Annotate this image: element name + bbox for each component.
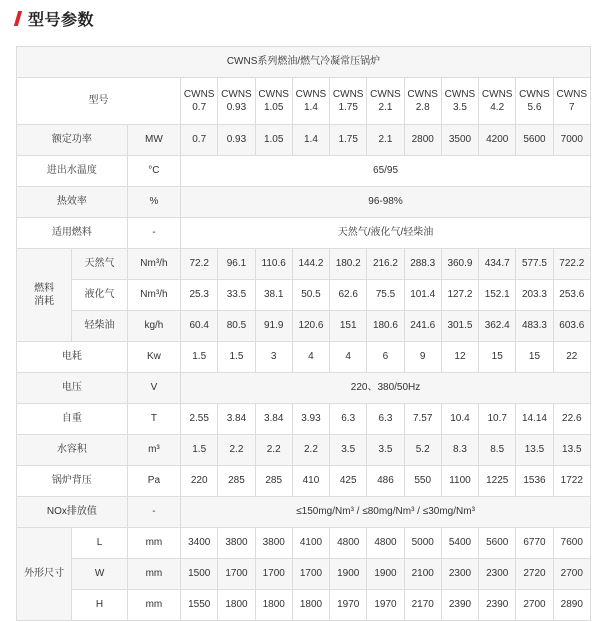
model-cell: CWNS 3.5 (441, 78, 478, 125)
row-label: 电压 (17, 373, 128, 404)
value-cell: 5000 (404, 528, 441, 559)
value-cell: 3.84 (255, 404, 292, 435)
value-cell: 3500 (441, 125, 478, 156)
value-cell: 486 (367, 466, 404, 497)
value-cell: 2300 (441, 559, 478, 590)
volume-row (17, 435, 591, 466)
spec-table-container (16, 46, 591, 621)
value-cell: 2890 (553, 590, 590, 621)
value-cell: 1970 (330, 590, 367, 621)
value-cell: 2700 (516, 590, 553, 621)
value-cell: 6 (367, 342, 404, 373)
row-label: 进出水温度 (17, 156, 128, 187)
value-cell: 127.2 (441, 280, 478, 311)
table-title-row (17, 47, 591, 78)
value-cell: 5400 (441, 528, 478, 559)
value-cell: 722.2 (553, 249, 590, 280)
model-cell: CWNS 2.8 (404, 78, 441, 125)
value-cell: 12 (441, 342, 478, 373)
row-label: W (72, 559, 127, 590)
value-cell: 2700 (553, 559, 590, 590)
value-cell: 4200 (479, 125, 516, 156)
value-cell: 1700 (292, 559, 329, 590)
value-cell: 80.5 (218, 311, 255, 342)
value-cell: 13.5 (553, 435, 590, 466)
value-cell: 5600 (479, 528, 516, 559)
value-cell: 2720 (516, 559, 553, 590)
model-cell: CWNS 7 (553, 78, 590, 125)
row-label: 自重 (17, 404, 128, 435)
value-cell: 1536 (516, 466, 553, 497)
value-cell: 4100 (292, 528, 329, 559)
merged-value-cell: 65/95 (181, 156, 591, 187)
value-cell: 1970 (367, 590, 404, 621)
row-unit: Nm³/h (127, 280, 180, 311)
value-cell: 285 (218, 466, 255, 497)
page-title: 型号参数 (28, 11, 95, 29)
model-cell: CWNS 2.1 (367, 78, 404, 125)
value-cell: 4800 (330, 528, 367, 559)
value-cell: 2170 (404, 590, 441, 621)
nox-row (17, 497, 591, 528)
row-unit: MW (127, 125, 180, 156)
value-cell: 1500 (181, 559, 218, 590)
value-cell: 2100 (404, 559, 441, 590)
row-label: 热效率 (17, 187, 128, 218)
value-cell: 3800 (218, 528, 255, 559)
value-cell: 1900 (330, 559, 367, 590)
row-label: 适用燃料 (17, 218, 128, 249)
value-cell: 7.57 (404, 404, 441, 435)
back-pressure-row (17, 466, 591, 497)
row-unit: mm (127, 528, 180, 559)
value-cell: 3800 (255, 528, 292, 559)
merged-value-cell: 天然气/液化气/轻柴油 (181, 218, 591, 249)
voltage-row (17, 373, 591, 404)
value-cell: 4 (330, 342, 367, 373)
value-cell: 38.1 (255, 280, 292, 311)
value-cell: 2800 (404, 125, 441, 156)
consumption-row-gas (17, 249, 591, 280)
value-cell: 75.5 (367, 280, 404, 311)
model-cell: CWNS 4.2 (479, 78, 516, 125)
merged-value-cell: 96-98% (181, 187, 591, 218)
value-cell: 241.6 (404, 311, 441, 342)
value-cell: 10.4 (441, 404, 478, 435)
value-cell: 1225 (479, 466, 516, 497)
dimension-row-length (17, 528, 591, 559)
value-cell: 4800 (367, 528, 404, 559)
dimension-row-width (17, 559, 591, 590)
model-cell: CWNS 1.75 (330, 78, 367, 125)
model-cell: CWNS 1.05 (255, 78, 292, 125)
value-cell: 301.5 (441, 311, 478, 342)
row-unit: mm (127, 559, 180, 590)
value-cell: 22.6 (553, 404, 590, 435)
value-cell: 7000 (553, 125, 590, 156)
merged-value-cell: 220、380/50Hz (181, 373, 591, 404)
value-cell: 151 (330, 311, 367, 342)
value-cell: 8.3 (441, 435, 478, 466)
value-cell: 15 (516, 342, 553, 373)
section-heading (0, 0, 600, 36)
value-cell: 3 (255, 342, 292, 373)
value-cell: 110.6 (255, 249, 292, 280)
dimensions-group-label: 外形尺寸 (17, 528, 72, 621)
rated-power-row (17, 125, 591, 156)
model-cell: CWNS 0.7 (181, 78, 218, 125)
value-cell: 2.2 (292, 435, 329, 466)
row-label: 水容积 (17, 435, 128, 466)
row-unit: Nm³/h (127, 249, 180, 280)
value-cell: 96.1 (218, 249, 255, 280)
value-cell: 1800 (255, 590, 292, 621)
value-cell: 6.3 (330, 404, 367, 435)
value-cell: 180.6 (367, 311, 404, 342)
row-unit: mm (127, 590, 180, 621)
value-cell: 4 (292, 342, 329, 373)
value-cell: 5.2 (404, 435, 441, 466)
value-cell: 2390 (479, 590, 516, 621)
value-cell: 1.05 (255, 125, 292, 156)
value-cell: 0.93 (218, 125, 255, 156)
consumption-row-diesel (17, 311, 591, 342)
value-cell: 220 (181, 466, 218, 497)
heading-accent-bar (14, 11, 22, 26)
value-cell: 2.55 (181, 404, 218, 435)
value-cell: 91.9 (255, 311, 292, 342)
value-cell: 120.6 (292, 311, 329, 342)
value-cell: 1700 (218, 559, 255, 590)
value-cell: 13.5 (516, 435, 553, 466)
value-cell: 1800 (292, 590, 329, 621)
row-unit: °C (127, 156, 180, 187)
value-cell: 1700 (255, 559, 292, 590)
model-cell: CWNS 0.93 (218, 78, 255, 125)
value-cell: 410 (292, 466, 329, 497)
row-label: NOx排放值 (17, 497, 128, 528)
value-cell: 2.2 (218, 435, 255, 466)
value-cell: 60.4 (181, 311, 218, 342)
value-cell: 33.5 (218, 280, 255, 311)
value-cell: 2300 (479, 559, 516, 590)
row-unit: Pa (127, 466, 180, 497)
value-cell: 7600 (553, 528, 590, 559)
model-cell: CWNS 5.6 (516, 78, 553, 125)
value-cell: 203.3 (516, 280, 553, 311)
value-cell: 22 (553, 342, 590, 373)
value-cell: 62.6 (330, 280, 367, 311)
row-label: 液化气 (72, 280, 127, 311)
row-unit: kg/h (127, 311, 180, 342)
value-cell: 101.4 (404, 280, 441, 311)
value-cell: 2390 (441, 590, 478, 621)
value-cell: 1.75 (330, 125, 367, 156)
value-cell: 9 (404, 342, 441, 373)
value-cell: 10.7 (479, 404, 516, 435)
row-label: 轻柴油 (72, 311, 127, 342)
value-cell: 25.3 (181, 280, 218, 311)
value-cell: 1.5 (181, 435, 218, 466)
value-cell: 1.4 (292, 125, 329, 156)
value-cell: 434.7 (479, 249, 516, 280)
row-label: H (72, 590, 127, 621)
value-cell: 5600 (516, 125, 553, 156)
value-cell: 180.2 (330, 249, 367, 280)
value-cell: 216.2 (367, 249, 404, 280)
row-unit: - (127, 497, 180, 528)
spec-table (16, 46, 591, 621)
value-cell: 1900 (367, 559, 404, 590)
value-cell: 3.84 (218, 404, 255, 435)
value-cell: 2.2 (255, 435, 292, 466)
value-cell: 1722 (553, 466, 590, 497)
row-unit: T (127, 404, 180, 435)
power-use-row (17, 342, 591, 373)
value-cell: 577.5 (516, 249, 553, 280)
value-cell: 253.6 (553, 280, 590, 311)
value-cell: 50.5 (292, 280, 329, 311)
value-cell: 1100 (441, 466, 478, 497)
value-cell: 152.1 (479, 280, 516, 311)
row-label: 锅炉背压 (17, 466, 128, 497)
consumption-group-label: 燃料 消耗 (17, 249, 72, 342)
dimension-row-height (17, 590, 591, 621)
value-cell: 6.3 (367, 404, 404, 435)
value-cell: 144.2 (292, 249, 329, 280)
fuel-row (17, 218, 591, 249)
row-unit: % (127, 187, 180, 218)
value-cell: 3.5 (367, 435, 404, 466)
value-cell: 14.14 (516, 404, 553, 435)
weight-row (17, 404, 591, 435)
value-cell: 1.5 (181, 342, 218, 373)
merged-value-cell: ≤150mg/Nm³ / ≤80mg/Nm³ / ≤30mg/Nm³ (181, 497, 591, 528)
value-cell: 603.6 (553, 311, 590, 342)
value-cell: 288.3 (404, 249, 441, 280)
value-cell: 1.5 (218, 342, 255, 373)
row-label: 天然气 (72, 249, 127, 280)
value-cell: 72.2 (181, 249, 218, 280)
value-cell: 3400 (181, 528, 218, 559)
water-temp-row (17, 156, 591, 187)
value-cell: 6770 (516, 528, 553, 559)
value-cell: 0.7 (181, 125, 218, 156)
row-label: 电耗 (17, 342, 128, 373)
value-cell: 285 (255, 466, 292, 497)
model-row (17, 78, 591, 125)
value-cell: 483.3 (516, 311, 553, 342)
value-cell: 1550 (181, 590, 218, 621)
value-cell: 550 (404, 466, 441, 497)
row-label: 额定功率 (17, 125, 128, 156)
value-cell: 8.5 (479, 435, 516, 466)
row-label: L (72, 528, 127, 559)
row-unit: - (127, 218, 180, 249)
row-unit: m³ (127, 435, 180, 466)
value-cell: 360.9 (441, 249, 478, 280)
model-cell: CWNS 1.4 (292, 78, 329, 125)
value-cell: 425 (330, 466, 367, 497)
row-unit: V (127, 373, 180, 404)
value-cell: 362.4 (479, 311, 516, 342)
value-cell: 15 (479, 342, 516, 373)
efficiency-row (17, 187, 591, 218)
value-cell: 1800 (218, 590, 255, 621)
value-cell: 3.5 (330, 435, 367, 466)
row-unit: Kw (127, 342, 180, 373)
model-label: 型号 (17, 78, 181, 125)
value-cell: 3.93 (292, 404, 329, 435)
table-title: CWNS系列燃油/燃气冷凝常压锅炉 (17, 47, 591, 78)
value-cell: 2.1 (367, 125, 404, 156)
consumption-row-lpg (17, 280, 591, 311)
